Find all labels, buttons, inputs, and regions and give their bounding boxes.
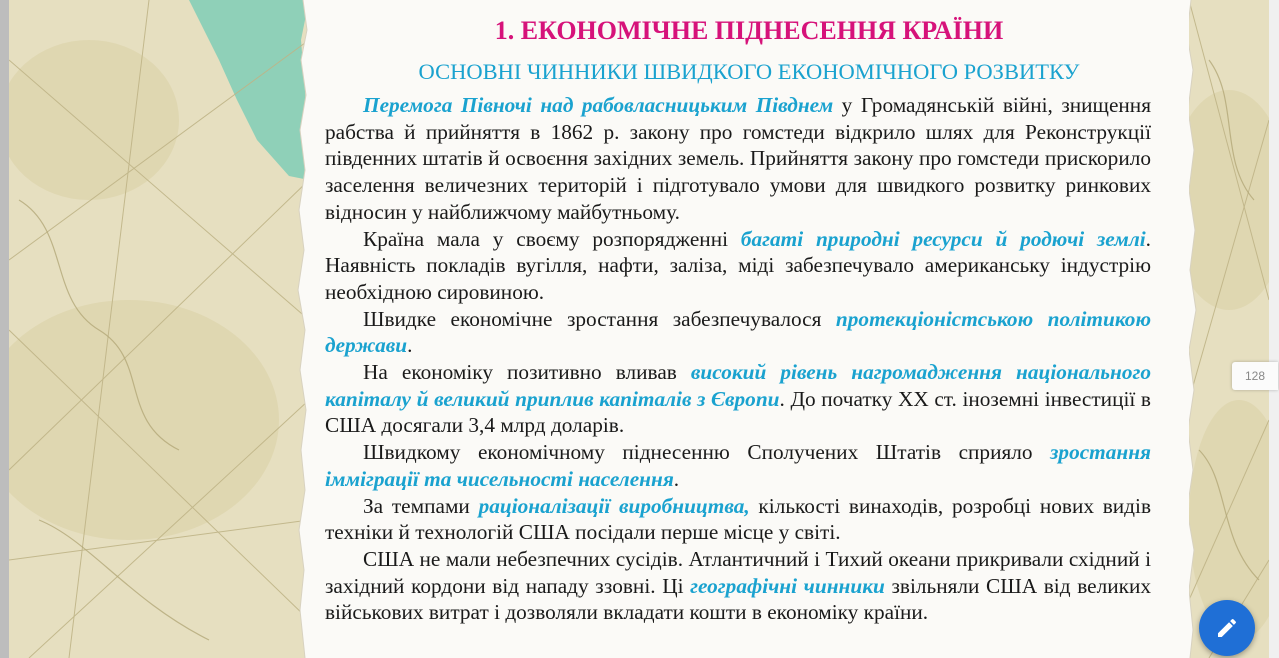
paragraph-text: За темпами bbox=[363, 493, 479, 518]
highlight: багаті природні ресурси й родючі землі bbox=[740, 226, 1146, 251]
paragraph-4 bbox=[325, 359, 1151, 439]
paragraph-text: Швидкому економічному піднесенню Сполучених Штатів сприяло bbox=[363, 440, 1051, 465]
paragraph-text: Швидке економічне зростання забезпечувалося bbox=[363, 306, 836, 331]
highlight: раціоналізації виробництва, bbox=[478, 493, 750, 518]
edit-button[interactable] bbox=[1199, 600, 1255, 656]
paragraph-text: . bbox=[407, 333, 413, 358]
highlight: Перемога Півночі над рабовласницьким Півднем bbox=[363, 93, 834, 117]
viewer-right-margin bbox=[1269, 0, 1279, 658]
viewer-left-margin bbox=[0, 0, 9, 658]
highlight: високий рівень нагромадження національного капіталу й великий приплив капіталів з Європи bbox=[325, 360, 1152, 411]
pencil-icon bbox=[1215, 616, 1239, 640]
page-content bbox=[309, 0, 1189, 658]
highlight: географічні чинники bbox=[690, 573, 885, 598]
paragraph-3 bbox=[325, 306, 1151, 359]
paragraph-text: у Громадянській війні, знищення рабства й прийняття в 1862 р. закону про гомстеди відкрило шлях для Реконструкції південних штатів й освоєння західних земель. Прийняття закону про гомстеди прискорило заселення величезних територій і підготувало умови для швидкого розвитку ринкових відносин у найближчому майбутньому. bbox=[325, 93, 1151, 224]
paragraph-5 bbox=[325, 439, 1151, 492]
paragraph-2 bbox=[325, 226, 1151, 306]
paragraph-text: . Наявність покладів вугілля, нафти, заліза, міді забезпечувало американську індустрію необхідною сировиною. bbox=[325, 226, 1151, 304]
highlight: зростання імміграції та чисельності населення bbox=[325, 440, 1151, 491]
textbook-page bbox=[9, 0, 1269, 658]
paragraph-text: США не мали небезпечних сусідів. Атлантичний і Тихий океани прикривали східний і західний кордони від нападу ззовні. Ці bbox=[325, 546, 1151, 598]
section-heading: 1. ЕКОНОМІЧНЕ ПІДНЕСЕННЯ КРАЇНИ bbox=[494, 16, 1004, 45]
body-text bbox=[325, 92, 1151, 626]
subsection-heading: ОСНОВНІ ЧИННИКИ ШВИДКОГО ЕКОНОМІЧНОГО РОЗВИТКУ bbox=[418, 59, 1080, 84]
paragraph-1 bbox=[325, 92, 1151, 226]
paragraph-text: кількості винаходів, розробці нових видів техніки й технологій США посідали перше місце у світі. bbox=[325, 493, 1151, 545]
paragraph-text: . До початку XX ст. іноземні інвестиції в США досягали 3,4 млрд доларів. bbox=[325, 386, 1151, 438]
paragraph-text: звільняли США від великих військових витрат і дозволяли вкладати кошти в економіку країни. bbox=[325, 573, 1151, 625]
page-number-tab[interactable]: 128 bbox=[1232, 362, 1278, 390]
paragraph-text: . bbox=[673, 466, 680, 491]
highlight: протекціоністською політикою держави bbox=[325, 306, 1151, 358]
paragraph-7 bbox=[325, 546, 1151, 626]
paragraph-text: Країна мала у своєму розпорядженні bbox=[363, 226, 741, 251]
paragraph-text: На економіку позитивно вливав bbox=[363, 360, 691, 385]
paragraph-6 bbox=[325, 493, 1151, 546]
